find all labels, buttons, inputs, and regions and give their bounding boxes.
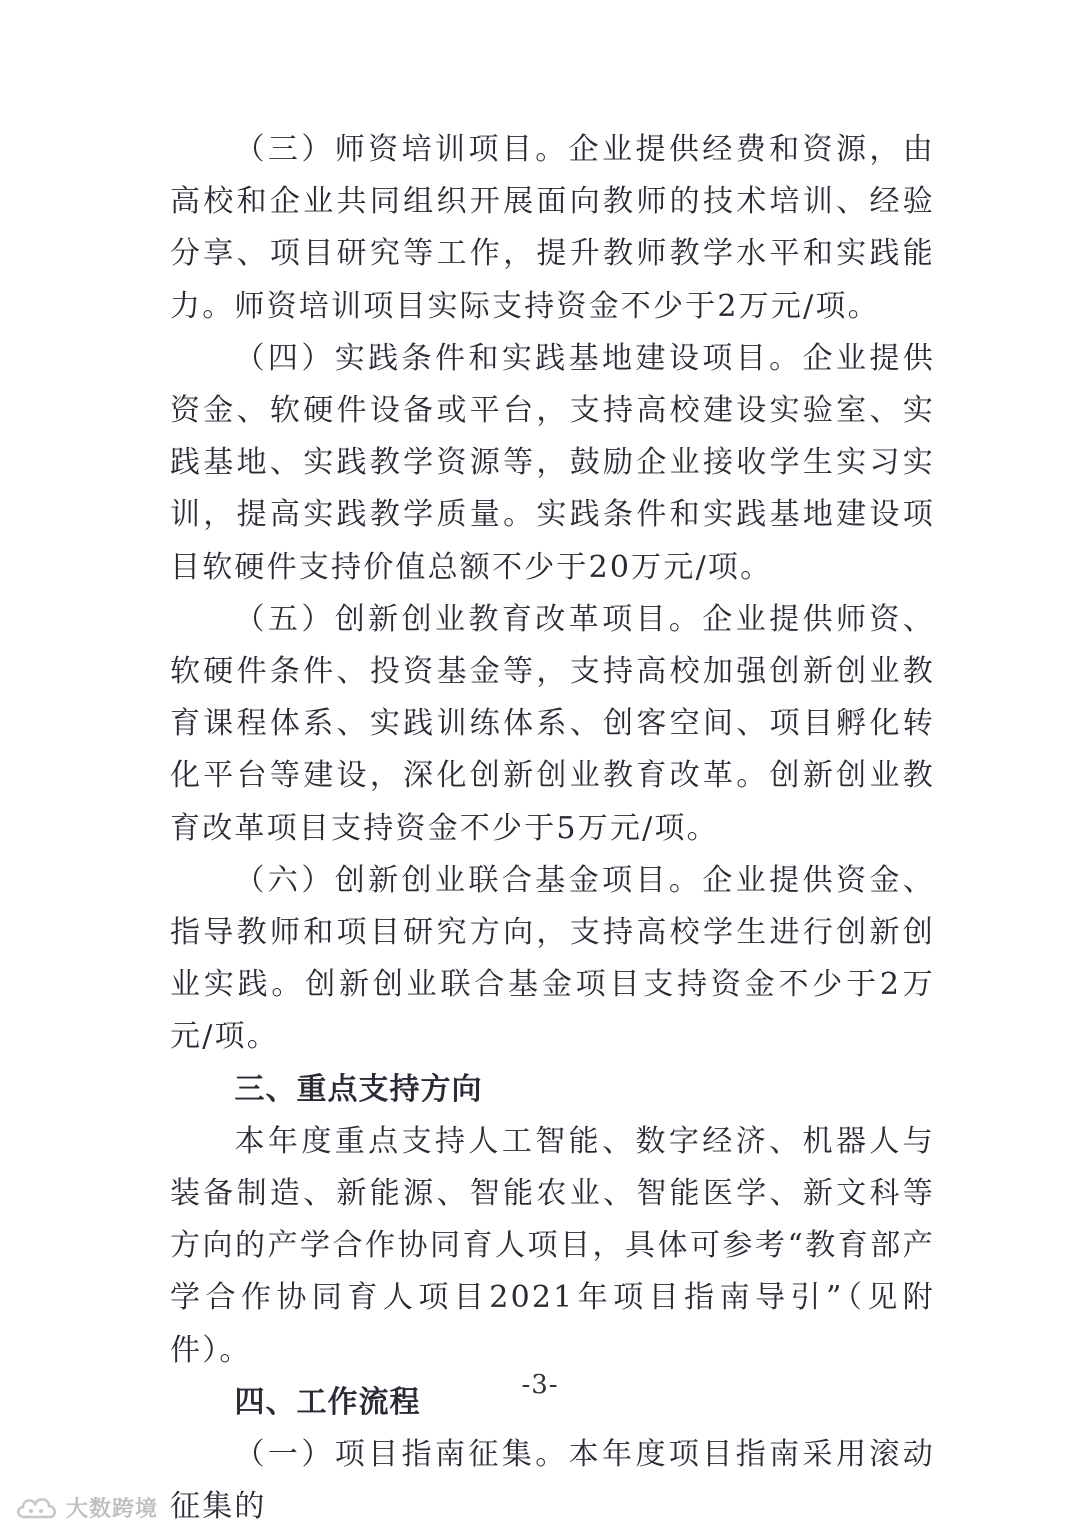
section-heading-workflow: 四、工作流程 xyxy=(234,1384,421,1420)
paragraph-joint-fund: （六）创新创业联合基金项目。企业提供资金、指导教师和项目研究方向，支持高校学生进行创新创业实践。创新创业联合基金项目支持资金不少于2万元/项。 xyxy=(170,862,935,1055)
paragraph-key-directions: 本年度重点支持人工智能、数字经济、机器人与装备制造、新能源、智能农业、智能医学、新文科等方向的产学合作协同育人项目，具体可参考“教育部产学合作协同育人项目2021年项目指南导引”（见附件）。 xyxy=(170,1123,935,1368)
section-heading-key-directions: 三、重点支持方向 xyxy=(234,1071,483,1107)
watermark xyxy=(14,1492,158,1523)
paragraph-guide-collection: （一）项目指南征集。本年度项目指南采用滚动征集的 xyxy=(170,1437,935,1525)
document-body xyxy=(170,124,935,1533)
cloud-logo-icon xyxy=(14,1493,60,1523)
paragraph-practice-base: （四）实践条件和实践基地建设项目。企业提供资金、软硬件设备或平台，支持高校建设实验室、实践基地、实践教学资源等，鼓励企业接收学生实习实训，提高实践教学质量。实践条件和实践基地建设项目软硬件支持价值总额不少于20万元/项。 xyxy=(170,340,935,585)
page-number: -3- xyxy=(521,1370,559,1400)
watermark-text: 大数跨境 xyxy=(66,1497,159,1522)
paragraph-teacher-training: （三）师资培训项目。企业提供经费和资源，由高校和企业共同组织开展面向教师的技术培训、经验分享、项目研究等工作，提升教师教学水平和实践能力。师资培训项目实际支持资金不少于2万元/项。 xyxy=(170,132,935,324)
paragraph-innovation-reform: （五）创新创业教育改革项目。企业提供师资、软硬件条件、投资基金等，支持高校加强创新创业教育课程体系、实践训练体系、创客空间、项目孵化转化平台等建设，深化创新创业教育改革。创新创业教育改革项目支持资金不少于5万元/项。 xyxy=(170,601,935,846)
